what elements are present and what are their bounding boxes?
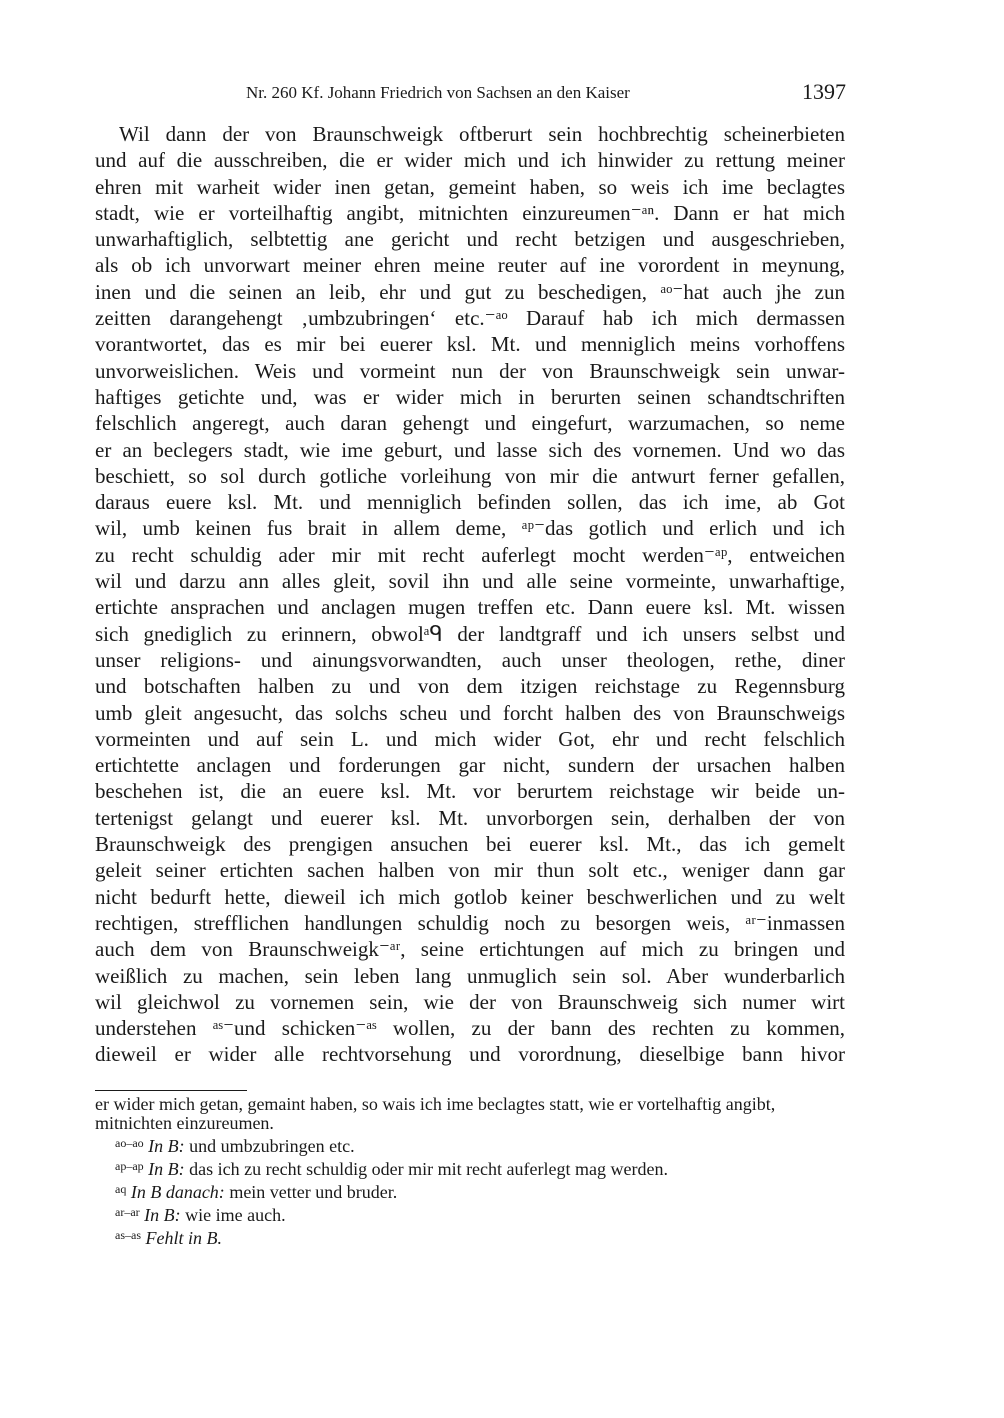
main-text [95, 121, 845, 1068]
text-line: felschlich angeregt, auch daran gehengt und eingefurt, warzumachen, so neme [95, 411, 845, 436]
text-line: vorantwortet, das es mir bei euerer ksl. Mt. und menniglich meins vorhoffens [95, 332, 845, 357]
text-line: wil gleichwol zu vornemen sein, wie der von Braunschweig sich numer wirt [95, 989, 845, 1014]
footnotes [95, 1095, 845, 1247]
text-line: tertenigst gelangt und euerer ksl. Mt. unvorborgen sein, derhalben der von [95, 805, 845, 830]
footnote-text: mein vetter und bruder. [224, 1182, 398, 1202]
text-line: ertichte ansprachen und anclagen mugen treffen etc. Dann euere ksl. Mt. wissen [95, 595, 845, 620]
text-line: weißlich zu machen, sein leben lang unmuglich sein sol. Aber wunderbarlich [95, 963, 845, 988]
footnote-mark: ao–ao [115, 1136, 144, 1150]
footnote-text: wie ime auch. [180, 1205, 286, 1225]
text-line: zu recht schuldig ader mir mit recht auferlegt mocht werden⁻ᵃᵖ, entweichen [95, 542, 845, 567]
footnote-label: In B danach: [130, 1182, 225, 1202]
text-line: beschiett, so sol durch gotliche vorleihung von mir die antwurt ferner gefallen, [95, 463, 845, 488]
text-line: beschehen ist, die an euere ksl. Mt. vor berurtem reichstage wir beide un- [95, 779, 845, 804]
text-line: und auf die ausschreiben, die er wider mich und ich hinwider zu rettung meiner [95, 148, 845, 173]
text-line: zeitten darangehengt ‚umbzubringen‘ etc.⁻ᵃᵒ Darauf hab ich mich dermassen [95, 306, 845, 331]
footnote-as [95, 1224, 845, 1247]
text-line: dieweil er wider alle rechtvorsehung und vorordnung, dieselbige bann hivor [95, 1042, 845, 1067]
footnote-ar [95, 1201, 845, 1224]
text-line: unser religions- und ainungsvorwandten, auch unser theologen, rethe, diner [95, 647, 845, 672]
footnote-label: Fehlt in B. [145, 1228, 222, 1248]
footnote-text: und umbzubringen etc. [184, 1136, 355, 1156]
text-line: Wil dann der von Braunschweigk oftberurt sein hochbrechtig scheinerbieten [119, 122, 845, 146]
text-line: auch dem von Braunschweigk⁻ᵃʳ, seine ertichtungen auf mich zu bringen und [95, 937, 845, 962]
text-line: und botschaften halben zu und von dem itzigen reichstage zu Regennsburg [95, 674, 845, 699]
text-line: umb gleit angesucht, das solchs scheu und forcht halben des von Braunschweigs [95, 700, 845, 725]
text-line: wil und darzu ann alles gleit, sovil ihn und alle seine vormeinte, unwarhaftige, [95, 569, 845, 594]
footnote-mark: aq [115, 1182, 127, 1196]
text-line: unwarhaftiglich, selbtettig ane gericht und recht betzigen und ausgeschrieben, [95, 227, 845, 252]
text-line: ertichtette anclagen und forderungen gar nicht, sundern der ursachen halben [95, 753, 845, 778]
text-line: ehren mit warheit wider inen getan, gemeint haben, so weis ich ime beclagtes [95, 174, 845, 199]
footnote-aq [95, 1178, 845, 1201]
page-number: 1397 [802, 79, 846, 104]
text-line: daraus euere ksl. Mt. und menniglich befinden sollen, das ich ime, ab Got [95, 490, 845, 515]
footnote-label: In B: [144, 1205, 181, 1225]
footnote-mark: ar–ar [115, 1205, 140, 1219]
text-line: nicht bedurft hette, dieweil ich mich gotlob keiner beschwerlichen und zu welt [95, 884, 845, 909]
text-line: unvorweislichen. Weis und vormeint nun der von Braunschweigk sein unwar- [95, 358, 845, 383]
footnote-ap [95, 1155, 845, 1178]
text-line: understehen ᵃˢ⁻und schicken⁻ᵃˢ wollen, zu der bann des rechten zu kommen, [95, 1016, 845, 1041]
footnote-divider [95, 1090, 247, 1091]
text-line: sich gnediglich zu erinnern, obwolᵃᑫ der landtgraff und ich unsers selbst und [95, 621, 845, 646]
text-line: Braunschweigk des prengigen ansuchen bei euerer ksl. Mt., das ich gemelt [95, 832, 845, 857]
text-line: rechtigen, strefflichen handlungen schuldig noch zu besorgen weis, ᵃʳ⁻inmassen [95, 910, 845, 935]
text-line: geleit seiner ertichten sachen halben von mir thun solt etc., weniger dann gar [95, 858, 845, 883]
footnote-continuation: er wider mich getan, gemaint haben, so wais ich ime beclagtes statt, wie er vortelhaftig angibt, mitnichten einzureumen. [95, 1094, 776, 1133]
text-line: haftiges getichte und, was er wider mich in berurten seinen schandtschriften [95, 384, 845, 409]
footnote-mark: as–as [115, 1228, 141, 1242]
running-header-title: Nr. 260 Kf. Johann Friedrich von Sachsen an den Kaiser [246, 83, 630, 102]
text-line: stadt, wie er vorteilhaftig angibt, mitnichten einzureumen⁻ᵃⁿ. Dann er hat mich [95, 200, 845, 225]
text-line: er an beclegers stadt, wie ime geburt, und lasse sich des vornemen. Und wo das [95, 437, 845, 462]
text-line: vormeinten und auf sein L. und mich wider Got, ehr und recht felschlich [95, 726, 845, 751]
footnote-ao [95, 1132, 845, 1155]
footnote-mark: ap–ap [115, 1159, 144, 1173]
text-line: wil, umb keinen fus brait in allem deme, ᵃᵖ⁻das gotlich und erlich und ich [95, 516, 845, 541]
text-line: als ob ich unvorwart meiner ehren meine reuter auf ine vorordent in meynung, [95, 253, 845, 278]
footnote-label: In B: [148, 1136, 185, 1156]
footnote-label: In B: [148, 1159, 185, 1179]
footnote-text: das ich zu recht schuldig oder mir mit recht auferlegt mag werden. [184, 1159, 668, 1179]
text-line: inen und die seinen an leib, ehr und gut zu beschedigen, ᵃᵒ⁻hat auch jhe zun [95, 279, 845, 304]
